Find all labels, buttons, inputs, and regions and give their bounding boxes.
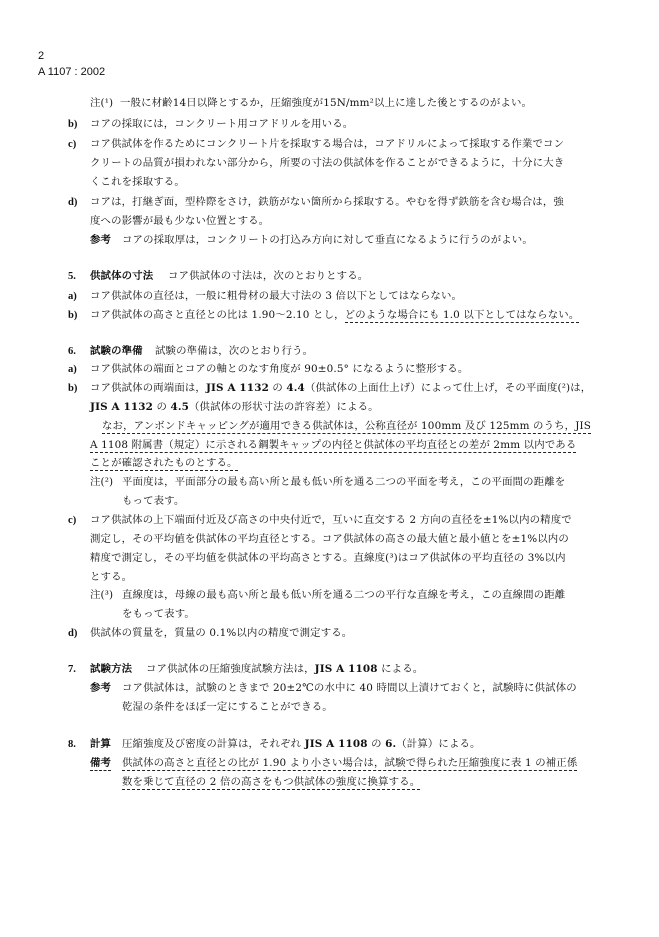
- note-1-text: 一般に材齢14日以降とするか，圧縮強度が15N/mm²以上に達した後とするのがよい。: [120, 97, 533, 109]
- remark-line2-text: 数を乗じて直径の 2 倍の高さをもつ供試体の強度に換算する。: [122, 776, 421, 788]
- section-5-number: 5.: [68, 271, 76, 282]
- s8-text-a: 圧縮強度及び密度の計算は，それぞれ: [122, 738, 305, 750]
- section-6c-label: c): [68, 515, 77, 526]
- section-6d-label: d): [68, 628, 78, 639]
- section-5-title: 供試体の寸法: [90, 270, 154, 282]
- s7-text-b: による。: [377, 663, 424, 675]
- s6b-t1c: （供試体の上面仕上げ）によって仕上げ，その平面度(²)は，: [304, 382, 592, 394]
- item-c-line1: コア供試体を作るためにコンクリート片を採取する場合は，コアドリルによって採取する作業でコン: [90, 138, 565, 150]
- item-c-label: c): [68, 139, 77, 150]
- item-d-label: d): [68, 197, 78, 208]
- section-8-title: 計算: [90, 738, 112, 750]
- note-1-label: 注(¹): [90, 97, 114, 109]
- section-5a-label: a): [68, 291, 77, 302]
- s7-text-a: コア供試体の圧縮強度試験方法は，: [146, 663, 315, 675]
- s6b-t2b: （供試体の形状寸法の許容差）による。: [188, 401, 379, 413]
- note-2-line1: 平面度は，平面部分の最も高い所と最も低い所を通る二つの平面を考え，この平面間の距離を: [122, 476, 566, 488]
- section-5-text: コア供試体の寸法は，次のとおりとする。: [168, 270, 369, 282]
- reference-2-line2: 乾湿の条件をほぼ一定にすることができる。: [122, 701, 333, 713]
- section-6c-line2: 測定し，その平均値を供試体の平均直径とする。コア供試体の高さの最大値と最小値とを±1%以内の: [90, 533, 569, 545]
- section-6c-line4: とする。: [90, 571, 133, 583]
- section-5b-plain: コア供試体の高さと直径との比は 1.90～2.10 とし，: [90, 309, 345, 321]
- section-5a-text: コア供試体の直径は，一般に粗骨材の最大寸法の 3 倍以下としてはならない。: [90, 290, 463, 302]
- reference-2-line1: コア供試体は，試験のときまで 20±2℃の水中に 40 時間以上漬けておくと，試験時に供試体の: [122, 682, 577, 694]
- section-6b-amend-3: [90, 456, 238, 471]
- section-8-number: 8.: [68, 739, 76, 750]
- remark-line1-text: 供試体の高さと直径との比が 1.90 より小さい場合は，試験で得られた圧縮強度に表 1 の補正係: [122, 757, 578, 769]
- s7-jis-ref: JIS A 1108: [314, 663, 378, 675]
- s6b-t1a: コア供試体の両端面は，: [90, 382, 206, 394]
- section-7-number: 7.: [68, 664, 76, 675]
- item-b-label: b): [68, 119, 78, 130]
- remark-line2: [122, 775, 420, 790]
- note-2-label: 注(²): [90, 476, 114, 488]
- note-3-line2: をもって表す。: [122, 608, 195, 620]
- section-6b-amend-2: [90, 438, 576, 453]
- s8-clause-6: 6.: [385, 738, 397, 750]
- reference-2-label: 参考: [90, 682, 112, 694]
- section-5b-label: b): [68, 310, 78, 321]
- section-6c-line1: コア供試体の上下端面付近及び高さの中央付近で，互いに直交する 2 方向の直径を±1%以内の精度で: [90, 514, 572, 526]
- section-5b-text: [90, 308, 579, 323]
- s6b-amend-1-text: なお，アンボンドキャッピングが適用できる供試体は，公称直径が 100mm 及び 125mm のうち，JIS: [102, 420, 592, 432]
- section-6-number: 6.: [68, 346, 76, 357]
- note-2-line2: もって表す。: [122, 495, 185, 507]
- s8-jis-ref: JIS A 1108: [304, 738, 368, 750]
- remark-line1: [122, 756, 577, 771]
- s8-text-b: の: [367, 738, 386, 750]
- note-3-line1: 直線度は，母線の最も高い所と最も低い所を通る二つの平行な直線を考え，この直線間の距離: [122, 589, 566, 601]
- section-8-text: [122, 737, 481, 752]
- section-6c-line3: 精度で測定し，その平均値を供試体の平均高さとする。直線度(³)はコア供試体の平均直径の 3%以内: [90, 552, 566, 564]
- reference-1-text: コアの採取厚は，コンクリートの打込み方向に対して垂直になるように行うのがよい。: [122, 234, 533, 246]
- s6b-jis-ref-1: JIS A 1132: [205, 382, 269, 394]
- section-6b-label: b): [68, 383, 78, 394]
- section-5b-amended: どのような場合にも 1.0 以下としてはならない。: [344, 309, 580, 321]
- remark-label-text: 備考: [90, 757, 112, 769]
- item-d-line2: 度への影響が最も少ない位置とする。: [90, 215, 270, 227]
- section-6-title: 試験の準備: [90, 345, 143, 357]
- section-6b-line1: [90, 381, 591, 396]
- section-6d-text: 供試体の質量を，質量の 0.1%以内の精度で測定する。: [90, 627, 353, 639]
- s6b-amend-3-text: ことが確認されたものとする。: [90, 457, 238, 469]
- remark-label: [90, 756, 111, 771]
- section-7-title: 試験方法: [90, 663, 133, 675]
- page-number: 2: [38, 50, 45, 62]
- s6b-clause-4-5: 4.5: [170, 401, 189, 413]
- s6b-t2a: の: [153, 401, 171, 413]
- item-c-line2: クリートの品質が損われない部分から，所要の寸法の供試体を作ることができるように，十分に大き: [90, 157, 565, 169]
- s6b-amend-2-text: A 1108 附属書（規定）に示される鋼製キャップの内径と供試体の平均直径との差が 2mm 以内である: [90, 439, 577, 451]
- section-6a-text: コア供試体の端面とコアの軸とのなす角度が 90±0.5° になるように整形する。: [90, 363, 469, 375]
- section-6b-amend-1: [102, 419, 591, 434]
- item-d-line1: コアは，打継ぎ面，型枠際をさけ，鉄筋がない箇所から採取する。やむを得ず鉄筋を含む場合は，強: [90, 196, 564, 208]
- s6b-t1b: の: [268, 382, 287, 394]
- section-6b-line2: [90, 400, 379, 415]
- item-b-text: コアの採取には，コンクリート用コアドリルを用いる。: [90, 118, 354, 130]
- note-3-label: 注(³): [90, 589, 114, 601]
- item-c-line3: くこれを採取する。: [90, 176, 185, 188]
- section-7-text: [146, 662, 423, 677]
- s6b-clause-4-4: 4.4: [286, 382, 305, 394]
- standard-code: A 1107 : 2002: [38, 66, 106, 78]
- section-6-text: 試験の準備は，次のとおり行う。: [155, 345, 314, 357]
- reference-1-label: 参考: [90, 234, 112, 246]
- s6b-jis-ref-2: JIS A 1132: [90, 401, 153, 413]
- s8-text-c: （計算）による。: [396, 738, 481, 750]
- section-6a-label: a): [68, 364, 77, 375]
